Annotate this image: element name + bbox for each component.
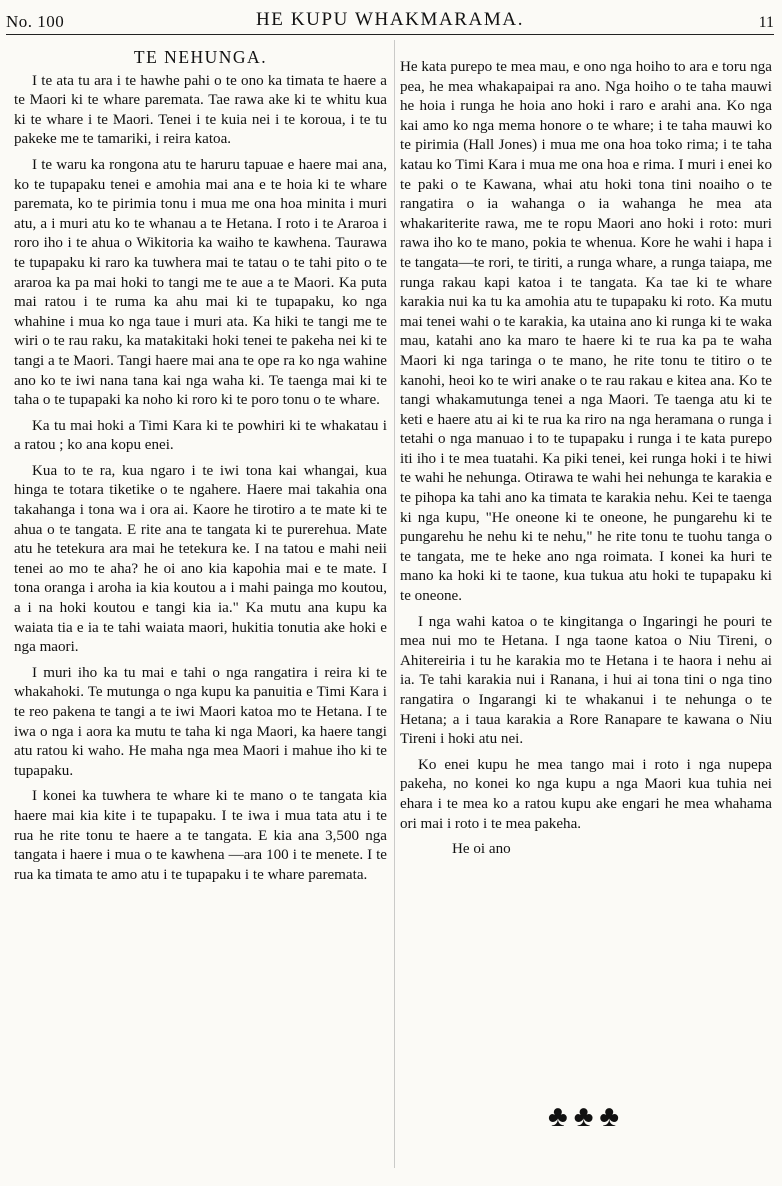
signoff: He oi ano [452,841,511,858]
issue-number: No. 100 [6,12,65,31]
paragraph: I muri iho ka tu mai e tahi o nga rangatira i reira ki te whakahoki. Te mutunga o nga kupu ka panuitia e Timi Kara i te reo pakena te tangi a te iwi Maori katoa mo te Hetana. I te iwa o nga i aora ka mutu te taha ki nga Maori, ka haere tangi atu ratou ki waho. He maha nga mea Maori i mahue iho ki te tupapaku. [14,664,387,779]
paragraph: Ka tu mai hoki a Timi Kara ki te powhiri ki te whakatau i a ratou ; ko ana kopu enei. [14,417,387,454]
page-header [6,4,774,35]
paragraph: I te ata tu ara i te hawhe pahi o te ono ka timata te haere a te Maori ki te whare paremata. Tae rawa ake ki te whitu kua ki te whare i te Maori. Tenei i te kuia nei i te koroua, i te tu pakeke me te tamariki, i reira katoa. [14,72,387,148]
paragraph: I konei ka tuwhera te whare ki te mano o te tangata kia haere mai kia kite i te tupapaku. I te iwa i mua tata atu i te rua he rite tonu te haere a te tangata. E kia ana 3,500 nga tangata i haere i mua o te kawhena —ara 100 i te menete. I te rua ka timata te amo atu i te tupapaku i te whare paremata. [14,788,387,883]
paragraph: He kata purepo te mea mau, e ono nga hoiho to ara e toru nga pea, he mea whakapaipai ra ano. Nga hoiho o te taha mauwi he hoia i runga he hoia ano hoki i raro e arahi ana. Ko nga kai amo ko nga mema honore o te whare; i te taha mauwi ko te pirimia (Hall Jones) i mua me ona hoa toko rima; i te taha katau ko Timi Kara i mua me ona hoa e rima. I muri i enei ko te paki o te Kawana, whai atu hoki tona tini noaiho o te rangatira o ia wahanga o ia wahanga he mea ata whakariterite rawa, me te ropu Maori ano hoki i roto: muri rawa iho ko te mano, pokia te whenua. Kore he wahi i hapa i te tangata—te rori, te tiriti, a runga whare, a runga taiapa, me runga rakau kapi katoa i te tangata. Ka tae ki te whare karakia nui ka tu ka amohia atu te tupapaku ki roto. Ka mutu mai tenei wahi o te karakia, ka utaina ano ki runga ki te waka mau, katahi ano ka maro te haere ki te rua ka pa te waha Maori ki nga taringa o te mano, he rite tonu te titiro o te kanohi, heoi ko te wiri anake o te rau rakau e kitea ana. Ko te tangi whakamutunga tenei a nga Maori. Te taenga atu ki te keti e haere atu ai ki te rua ka riro na nga heramana o runga i tetahi o nga manuao i to te tupapaku i runga i te kata purepo iti iho i te mea tuatahi. Ka piki tenei, kei runga hoki i te hiwi te wahi he nehunga. Otirawa te wahi hei nehunga te karakia e te pihopa ka tahi ano ka timata te karakia nehu. Kei te taenga ki nga kupu, "He oneone ki te oneone, he pungarehu ki te pungarehu he nehu ki te nehu," he rite tonu te tuohu tanga o te tangata, me te heke ano nga roimata. I konei ka huri te mano ka hoki ki te taone, kua tukua atu hoki te tupapaku ki te oneone. [400,59,772,605]
paragraph: Kua to te ra, kua ngaro i te iwi tona kai whangai, kua hinga te totara tiketike o te ngahere. Haere mai takahia ona takahanga i tona wa i ora ai. Kaore he tirotiro a te mate ki te ahua o te tangata. E rite ana te tangata ki te purerehua. Mate atu he tetekura ara mai he tetekura ke. I na tatou e mahi neii tenei ao mo te aha? he oi ano kia kapohia mai e te mate. I tona oranga i aroha ia kia koutou a i mahi painga mo koutou, a i na hoki koutou e tangi kia ia." Ka mutu ana kupu ka waiata tia e ia te tahi waiata maori, hukitia tonutia ake hoki e nga maori. [14,462,387,656]
left-column [14,40,387,1168]
club-ornament-icon: ♣♣♣ [548,1100,626,1133]
column-divider [394,40,395,1168]
paragraph: I te waru ka rongona atu te haruru tapuae e haere mai ana, ko te tupapaku tenei e amohia mai ana e te hoia ki te whare paremata, ko te pirimia tonu i mua me ona hoa minita i muri atu, a i muri atu ko te whanau a te Hetana. I roto i te Araroa i roro iho i te ahua o Wikitoria ka waiho te kawhena. Taurawa te tupapaku ki raro ka tuwhera mai te tatau o te tahi pito o te araroa ka pa mai hoki to tangi me te aue a te Maori. Ka puta mai ratou i te ruma ka ahu mai ki te tupapaku, ko nga whahine i mua ko nga taue i muri ata. Ka hiki te tangi me te wiri o te rau raku, ka matakitaki hoki tenei te pakeha nei ki te tangi a te Maori. Tangi haere mai ana te ope ra ko nga wahine ano ko te iwi nana tana kai nga waha ki. Te taenga mai ki te taha o te tupapaki ka noho ki roro ki te poro tonu o te whare. [14,156,387,409]
right-column [400,58,772,1186]
publication-title: HE KUPU WHAKMARAMA. [255,9,525,30]
article-title: TE NEHUNGA. [133,47,268,67]
paragraph: I nga wahi katoa o te kingitanga o Ingaringi he pouri te mea nui mo te Hetana. I nga taone katoa o Niu Tireni, o Ahitereiria i tu he karakia mo te Hetana i te haora i nehu ai ia. Te tahi karakia nui i Ranana, i hui ai tona tini o nga tino rangatira o Ingarangi ki te whakanui i te nehunga o te Hetana; a i taua karakia a Rore Ranapare te kawana o Niu Tireni i hoki atu nei. [400,613,772,748]
paragraph: Ko enei kupu he mea tango mai i roto i nga nupepa pakeha, no konei ko nga kupu a nga Maori kua tuhia nei ehara i te mea ko a ratou kupu ake engari he mea whahama ori mai i roto i te mea pakeha. [400,756,772,832]
page-number: 11 [758,14,774,31]
